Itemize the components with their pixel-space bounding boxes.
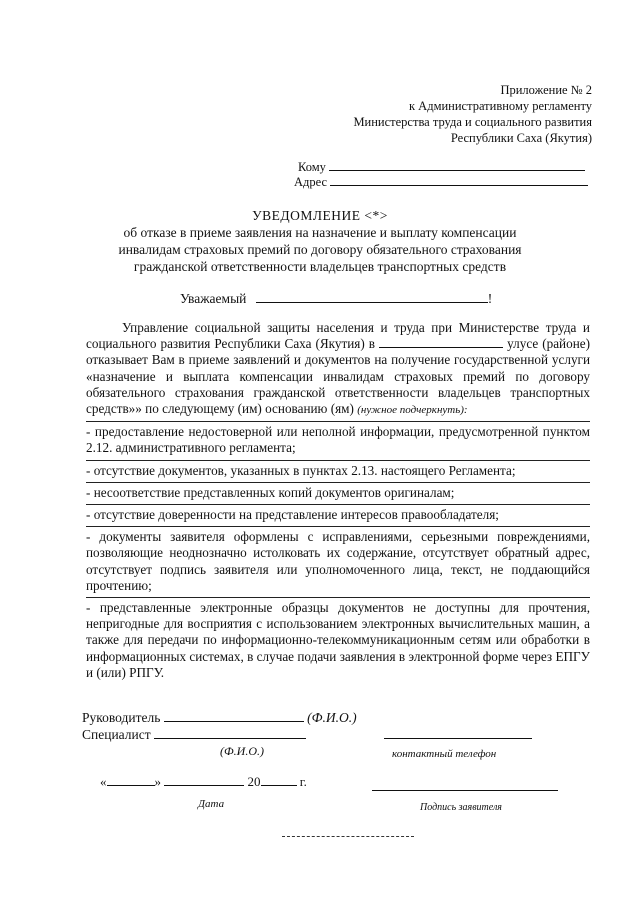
date-open-quote: «	[100, 774, 107, 789]
district-line	[379, 337, 503, 348]
notice-body	[86, 320, 590, 681]
greeting	[180, 291, 492, 307]
specialist-label: Специалист	[82, 727, 151, 742]
greeting-text: Уважаемый	[180, 291, 247, 306]
applicant-signature-line	[372, 790, 558, 791]
title-heading: УВЕДОМЛЕНИЕ <*>	[252, 208, 388, 223]
recipient-to-line	[329, 160, 585, 171]
reason-item: - отсутствие документов, указанных в пунктах 2.13. настоящего Регламента;	[86, 462, 516, 478]
specialist-fio: (Ф.И.О.)	[220, 744, 264, 758]
appendix-line-2: к Административному регламенту	[408, 99, 592, 113]
head-fio: (Ф.И.О.)	[307, 710, 357, 725]
appendix-line-4: Республики Саха (Якутия)	[450, 131, 592, 145]
title-line-3: гражданской ответственности владельцев транспортных средств	[133, 259, 507, 274]
greeting-ending: !	[487, 291, 493, 306]
appendix-line-3: Министерства труда и социального развития	[353, 115, 592, 129]
divider	[86, 504, 590, 505]
recipient-to	[298, 160, 585, 175]
reason-item: - несоответствие представленных копий документов оригиналам;	[86, 484, 455, 500]
appendix-line-1: Приложение № 2	[500, 83, 592, 97]
footnote-separator	[282, 836, 414, 837]
recipient-to-label: Кому	[298, 160, 326, 174]
date-caption: Дата	[198, 798, 225, 810]
intro-part-2: улусе (районе) отказывает Вам в приеме заявлений и документов на получение государственной услуги «назначение и выплата компенсации инвалидам страховых премий по договору обязательного страхования гражданской ответственности владельцев транспортных средств»» по следующему (им) основанию (ям)	[86, 336, 591, 417]
document-title	[60, 207, 580, 275]
reason-item: - отсутствие доверенности на представление интересов правообладателя;	[86, 507, 499, 523]
recipient-address	[294, 175, 588, 190]
title-line-2: инвалидам страховых премий по договору обязательного страхования	[118, 242, 522, 257]
day-line	[107, 775, 155, 786]
divider	[86, 526, 590, 527]
year-prefix: 20	[247, 774, 261, 789]
phone-caption: контактный телефон	[392, 748, 497, 760]
head-signature-line	[164, 711, 304, 722]
recipient-address-label: Адрес	[294, 175, 328, 189]
specialist-signature-line	[154, 728, 306, 739]
intro-note: (нужное подчеркнуть):	[357, 404, 468, 417]
intro-paragraph	[86, 320, 590, 418]
appendix-header	[292, 82, 592, 146]
divider	[86, 460, 590, 461]
recipient-address-line	[330, 175, 588, 186]
month-line	[164, 775, 244, 786]
reason-item: - представленные электронные образцы документов не доступны для прочтения, непригодные для восприятия с использованием электронных вычислительных машин, а также для передачи по информационно-телекоммуникационным сетям или обработки в информационных системах, в случае подачи заявления в электронной форме через ЕПГУ и (или) РПГУ.	[86, 600, 590, 680]
reason-item: - документы заявителя оформлены с исправлениями, серьезными повреждениями, позволяющие неоднозначно истолковать их содержание, отсутствует обратный адрес, отсутствует подпись заявителя или уполномоченного лица, текст, не поддающийся прочтению;	[86, 529, 590, 593]
title-line-1: об отказе в приеме заявления на назначение и выплату компенсации	[123, 225, 517, 240]
applicant-caption: Подпись заявителя	[420, 802, 502, 813]
divider	[86, 421, 590, 422]
year-line	[261, 775, 297, 786]
date-row	[100, 774, 307, 790]
head-label: Руководитель	[82, 710, 161, 725]
phone-line	[384, 738, 532, 739]
date-close-quote: »	[154, 774, 161, 789]
intro-part-1: Управление социальной защиты населения и труда при Министерстве труда и социального развития Республики Саха (Якутия) в	[86, 320, 590, 352]
specialist-signature-row	[82, 727, 306, 743]
year-suffix: г.	[299, 774, 307, 789]
head-signature-row	[82, 710, 357, 726]
greeting-name-line	[256, 292, 488, 303]
divider	[86, 597, 590, 598]
divider	[86, 482, 590, 483]
reason-item: - предоставление недостоверной или неполной информации, предусмотренной пунктом 2.12. административного регламента;	[86, 424, 590, 456]
